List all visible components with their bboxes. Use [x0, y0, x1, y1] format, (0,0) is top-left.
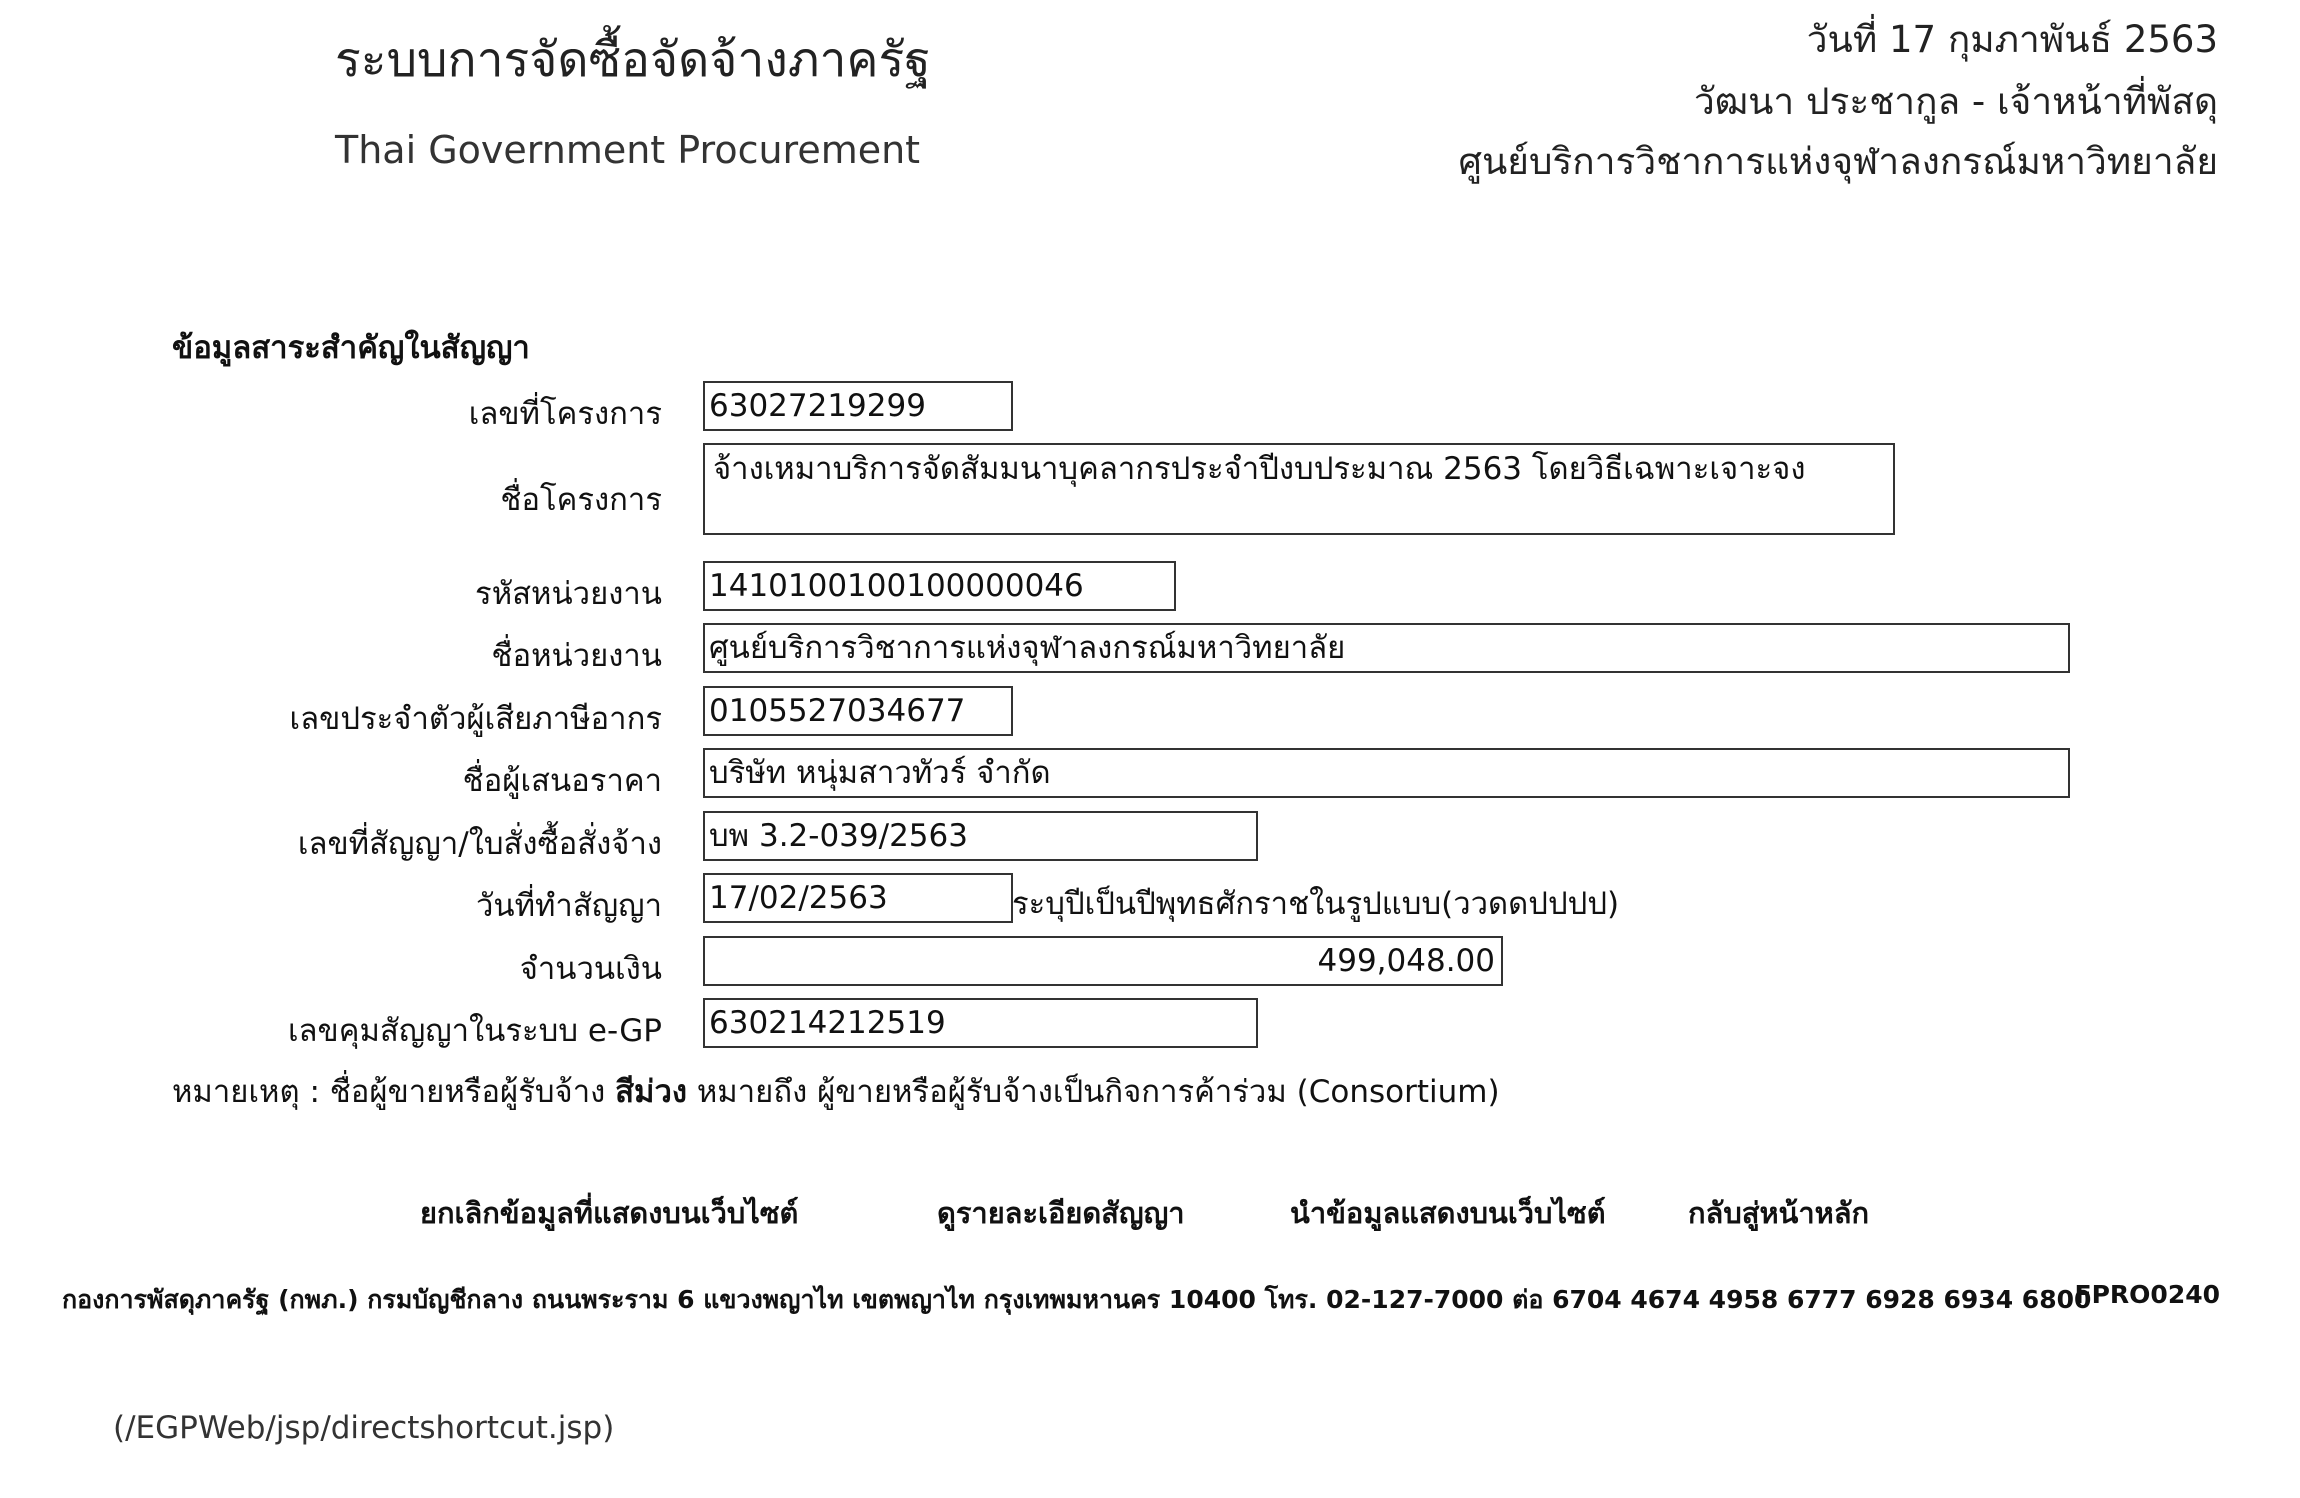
bidder-name-field[interactable]: บริษัท หนุ่มสาวทัวร์ จำกัด [703, 748, 2070, 798]
bidder-name-label: ชื่อผู้เสนอราคา [462, 763, 662, 799]
footer-page-code: FPRO0240 [2074, 1280, 2220, 1309]
header-date: วันที่ 17 กุมภาพันธ์ 2563 [1806, 18, 2218, 61]
project-no-field[interactable]: 63027219299 [703, 381, 1013, 431]
publish-link[interactable]: นำข้อมูลแสดงบนเว็บไซต์ [1290, 1196, 1606, 1230]
section-title: ข้อมูลสาระสำคัญในสัญญา [172, 330, 530, 366]
agency-name-field[interactable]: ศูนย์บริการวิชาการแห่งจุฬาลงกรณ์มหาวิทยาลัย [703, 623, 2070, 673]
amount-field[interactable]: 499,048.00 [703, 936, 1503, 986]
project-name-label: ชื่อโครงการ [500, 482, 662, 518]
contract-date-label: วันที่ทำสัญญา [475, 888, 662, 924]
project-name-field[interactable]: จ้างเหมาบริการจัดสัมมนาบุคลากรประจำปีงบประมาณ 2563 โดยวิธีเฉพาะเจาะจง [703, 443, 1895, 535]
contract-no-label: เลขที่สัญญา/ใบสั่งซื้อสั่งจ้าง [297, 826, 662, 862]
cancel-publish-link[interactable]: ยกเลิกข้อมูลที่แสดงบนเว็บไซต์ [420, 1196, 799, 1230]
agency-name-label: ชื่อหน่วยงาน [491, 638, 662, 674]
tax-id-label: เลขประจำตัวผู้เสียภาษีอากร [289, 701, 662, 737]
footer-address: กองการพัสดุภาครัฐ (กพภ.) กรมบัญชีกลาง ถนนพระราม 6 แขวงพญาไท เขตพญาไท กรุงเทพมหานคร 10400 โทร. 02-127-7000 ต่อ 6704 4674 4958 6777 6928 6934 6800 [62, 1285, 2092, 1314]
agency-code-label: รหัสหน่วยงาน [475, 576, 662, 612]
url-path: (/EGPWeb/jsp/directshortcut.jsp) [113, 1410, 615, 1446]
note-suffix: หมายถึง ผู้ขายหรือผู้รับจ้างเป็นกิจการค้าร่วม (Consortium) [696, 1074, 1500, 1110]
consortium-note [172, 1066, 1500, 1116]
contract-date-field[interactable]: 17/02/2563 [703, 873, 1013, 923]
contract-no-field[interactable]: บพ 3.2-039/2563 [703, 811, 1258, 861]
note-prefix: หมายเหตุ : ชื่อผู้ขายหรือผู้รับจ้าง [172, 1074, 606, 1110]
system-name-english: Thai Government Procurement [335, 128, 921, 172]
agency-code-field[interactable]: 1410100100100000046 [703, 561, 1176, 611]
contract-date-hint: ระบุปีเป็นปีพุทธศักราชในรูปแบบ(ววดดปปปป) [1012, 886, 1620, 922]
view-contract-link[interactable]: ดูรายละเอียดสัญญา [937, 1196, 1185, 1230]
note-highlight: สีม่วง [615, 1074, 688, 1110]
project-no-label: เลขที่โครงการ [468, 396, 662, 432]
amount-label: จำนวนเงิน [519, 951, 662, 987]
egp-no-field[interactable]: 630214212519 [703, 998, 1258, 1048]
tax-id-field[interactable]: 0105527034677 [703, 686, 1013, 736]
header-user: วัฒนา ประชากูล - เจ้าหน้าที่พัสดุ [1693, 80, 2218, 123]
system-name-thai: ระบบการจัดซื้อจัดจ้างภาครัฐ [335, 32, 931, 88]
egp-no-label: เลขคุมสัญญาในระบบ e-GP [287, 1013, 662, 1049]
header-organization: ศูนย์บริการวิชาการแห่งจุฬาลงกรณ์มหาวิทยาลัย [1458, 140, 2218, 183]
back-home-link[interactable]: กลับสู่หน้าหลัก [1688, 1196, 1870, 1230]
